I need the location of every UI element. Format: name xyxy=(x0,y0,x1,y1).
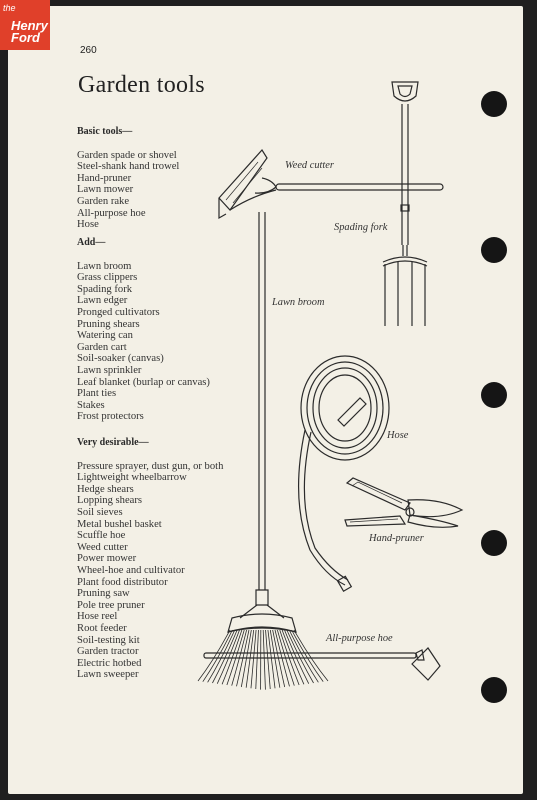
list-item: Lawn sweeper xyxy=(77,669,139,681)
list-item: Pronged cultivators xyxy=(77,306,160,318)
list-item: Frost protectors xyxy=(77,411,144,423)
list-item: Pressure sprayer, dust gun, or both xyxy=(77,460,224,472)
list-item: Lawn sprinkler xyxy=(77,364,142,376)
list-item: All-purpose hoe xyxy=(77,207,146,219)
list-item: Garden rake xyxy=(77,195,130,207)
lawn-broom-label: Lawn broom xyxy=(272,297,325,308)
list-item: Pruning saw xyxy=(77,588,130,600)
list-item: Leaf blanket (burlap or canvas) xyxy=(77,376,210,388)
list-item: Grass clippers xyxy=(77,272,138,284)
henry-ford-logo xyxy=(0,0,50,50)
list-item: Spading fork xyxy=(77,283,133,295)
list-item: Power mower xyxy=(77,553,137,565)
page-title: Garden tools xyxy=(78,72,205,98)
list-item: Stakes xyxy=(77,399,105,411)
list-item: Soil sieves xyxy=(77,506,123,518)
list-item: Soil-soaker (canvas) xyxy=(77,353,164,365)
list-item: Pruning shears xyxy=(77,318,140,330)
list-item: Garden tractor xyxy=(77,646,139,658)
list-item: Soil-testing kit xyxy=(77,634,140,646)
list-item: Lawn mower xyxy=(77,184,134,196)
section-heading: Very desirable— xyxy=(77,437,149,448)
list-item: Metal bushel basket xyxy=(77,518,162,530)
list-item: Garden cart xyxy=(77,341,127,353)
list-item: Lightweight wheelbarrow xyxy=(77,472,187,484)
list-item: Pole tree pruner xyxy=(77,599,145,611)
list-item: Hand-pruner xyxy=(77,172,132,184)
list-item: Watering can xyxy=(77,330,133,342)
hand-pruner-icon xyxy=(345,478,462,527)
all-purpose-hoe-label: All-purpose hoe xyxy=(326,633,393,644)
list-item: Garden spade or shovel xyxy=(77,149,177,161)
list-item: Steel-shank hand trowel xyxy=(77,161,180,173)
list-item: Root feeder xyxy=(77,622,127,634)
list-item: Electric hotbed xyxy=(77,657,142,669)
hand-pruner-label: Hand-pruner xyxy=(369,533,424,544)
list-item: Hedge shears xyxy=(77,483,134,495)
list-item: Weed cutter xyxy=(77,541,128,553)
section-heading: Basic tools— xyxy=(77,126,133,137)
list-item: Plant ties xyxy=(77,388,117,400)
list-item: Lawn edger xyxy=(77,295,128,307)
weed-cutter-label: Weed cutter xyxy=(285,160,334,171)
list-item: Lawn broom xyxy=(77,260,132,272)
list-item: Hose reel xyxy=(77,611,118,623)
page-number: 260 xyxy=(80,45,97,56)
hose-icon xyxy=(299,356,389,591)
list-item: Lopping shears xyxy=(77,495,143,507)
spading-fork-icon xyxy=(383,82,427,326)
logo-line-1: the xyxy=(3,3,16,13)
list-item: Hose xyxy=(77,219,99,231)
lawn-broom-icon xyxy=(198,212,328,690)
list-item: Plant food distributor xyxy=(77,576,168,588)
list-item: Wheel-hoe and cultivator xyxy=(77,564,185,576)
logo-line-2: Henry Ford xyxy=(11,18,48,45)
hose-label: Hose xyxy=(387,430,409,441)
list-item: Scuffle hoe xyxy=(77,530,126,542)
section-heading: Add— xyxy=(77,237,106,248)
spading-fork-label: Spading fork xyxy=(334,222,388,233)
